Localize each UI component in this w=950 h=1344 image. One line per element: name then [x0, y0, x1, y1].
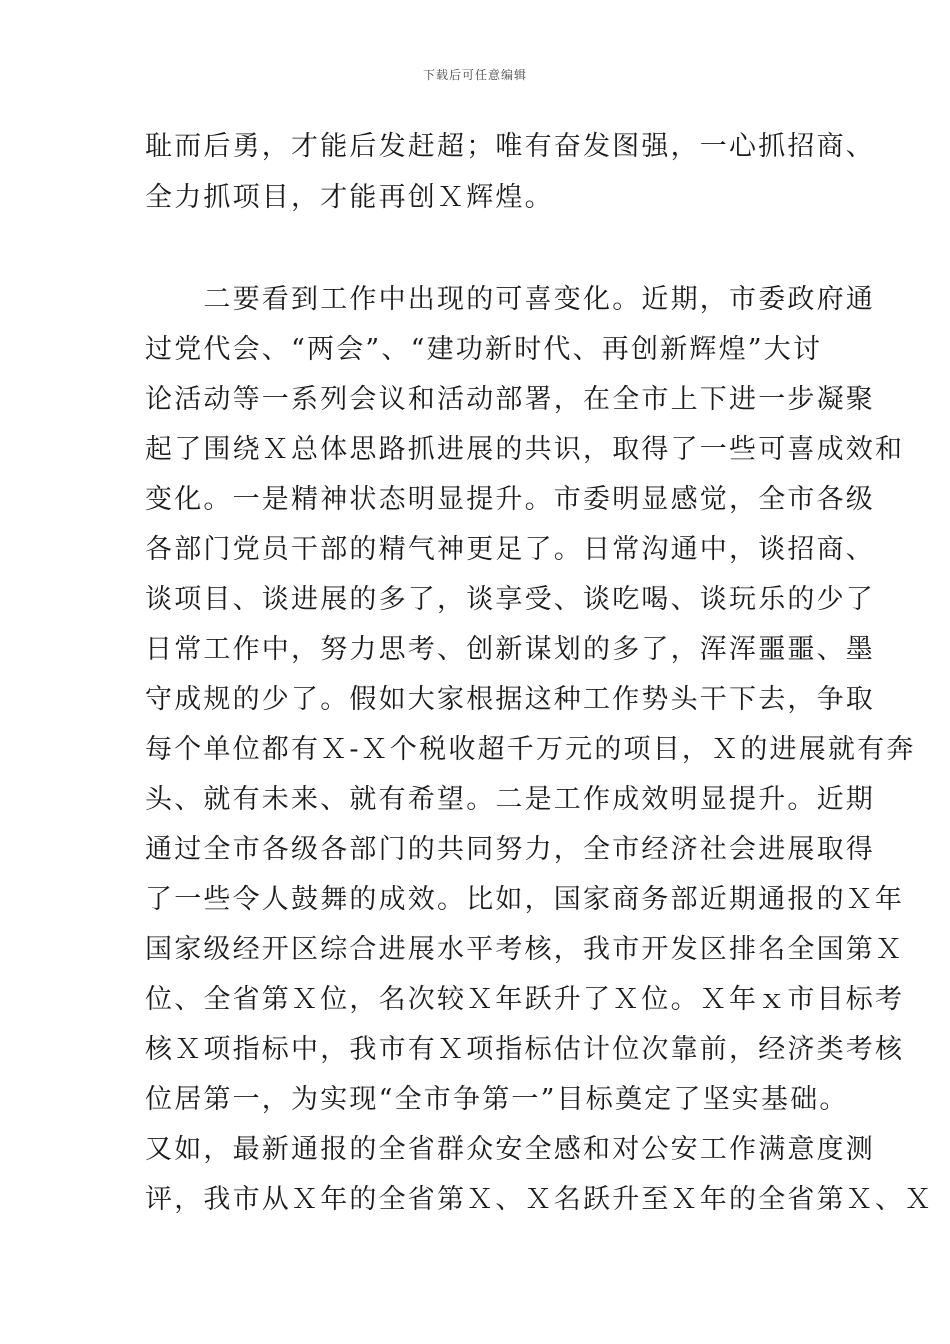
body-line: 过党代会、“两会”、“建功新时代、再创新辉煌”大讨: [145, 334, 823, 365]
body-line: 耻而后勇，才能后发赶超；唯有奋发图强，一心抓招商、: [145, 131, 875, 162]
body-line: 谈项目、谈进展的多了，谈享受、谈吃喝、谈玩乐的少了: [145, 584, 875, 615]
body-line: 日常工作中，努力思考、创新谋划的多了，浑浑噩噩、墨: [145, 634, 875, 665]
body-line: 变化。一是精神状态明显提升。市委明显感觉，全市各级: [145, 484, 875, 515]
body-line: 每个单位都有Ｘ-Ｘ个税收超千万元的项目，Ｘ的进展就有奔: [145, 734, 916, 765]
body-line: 通过全市各级各部门的共同努力，全市经济社会进展取得: [145, 834, 875, 865]
body-line: 位、全省第Ｘ位，名次较Ｘ年跃升了Ｘ位。Ｘ年ｘ市目标考: [145, 984, 905, 1015]
page-header: 下载后可任意编辑: [422, 68, 527, 82]
body-line: 全力抓项目，才能再创Ｘ辉煌。: [145, 182, 554, 213]
body-line: 头、就有未来、就有希望。二是工作成效明显提升。近期: [145, 784, 875, 815]
body-line: 又如，最新通报的全省群众安全感和对公安工作满意度测: [145, 1134, 875, 1165]
body-line: 二要看到工作中出现的可喜变化。近期，市委政府通: [145, 284, 875, 315]
body-line: 位居第一，为实现“全市争第一”目标奠定了坚实基础。: [145, 1084, 849, 1115]
body-line: 各部门党员干部的精气神更足了。日常沟通中，谈招商、: [145, 534, 875, 565]
body-line: 论活动等一系列会议和活动部署，在全市上下进一步凝聚: [145, 384, 875, 415]
body-line: 国家级经开区综合进展水平考核，我市开发区排名全国第Ｘ: [145, 934, 905, 965]
body-line: 评，我市从Ｘ年的全省第Ｘ、Ｘ名跃升至Ｘ年的全省第Ｘ、Ｘ: [145, 1184, 934, 1215]
body-line: 起了围绕Ｘ总体思路抓进展的共识，取得了一些可喜成效和: [145, 434, 905, 465]
body-line: 核Ｘ项指标中，我市有Ｘ项指标估计位次靠前，经济类考核: [145, 1034, 905, 1065]
body-line: 守成规的少了。假如大家根据这种工作势头干下去，争取: [145, 684, 875, 715]
body-line: 了一些令人鼓舞的成效。比如，国家商务部近期通报的Ｘ年: [145, 884, 905, 915]
